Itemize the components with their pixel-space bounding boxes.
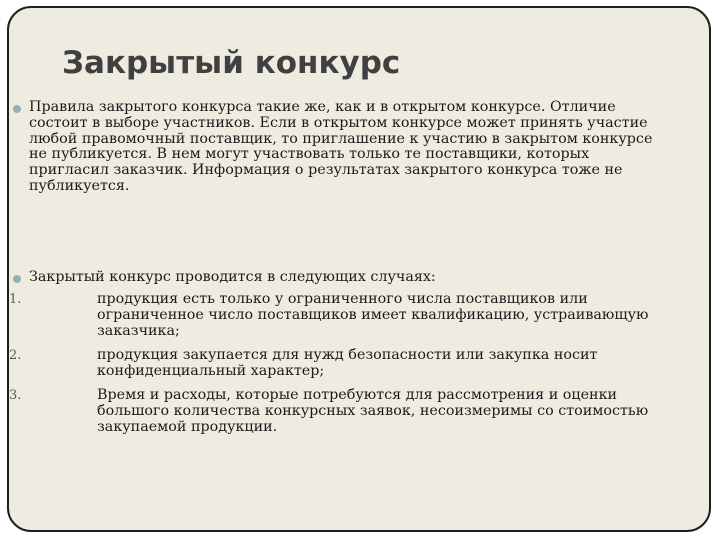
item-text: продукция закупается для нужд безопасности или закупка носит конфиденциальный характер;	[97, 347, 598, 379]
bullet-text: Закрытый конкурс проводится в следующих случаях:	[29, 269, 436, 285]
numbered-item-1	[9, 292, 679, 339]
numbered-item-2	[9, 348, 679, 380]
bullet-item-rules	[13, 100, 673, 195]
numbered-item-3	[9, 388, 679, 435]
item-text: продукция есть только у ограниченного числа поставщиков или ограниченное число поставщиков имеет квалификацию, устраивающую заказчика;	[97, 291, 649, 339]
bullet-dot-icon	[13, 275, 21, 283]
item-text: Время и расходы, которые потребуются для рассмотрения и оценки большого количества конкурсных заявок, несоизмеримы со стоимостью закупаемой продукции.	[97, 387, 649, 435]
bullet-text: Правила закрытого конкурса такие же, как и в открытом конкурсе. Отличие состоит в выборе участников. Если в открытом конкурсе может принять участие любой правомочный поставщик, то приглашение к участию в закрытом конкурсе не публикуется. В нем могут участвовать только те поставщики, которых пригласил заказчик. Информация о результатах закрытого конкурса тоже не публикуется.	[29, 99, 653, 194]
item-number: 3.	[9, 388, 22, 403]
slide-frame	[7, 6, 711, 532]
bullet-dot-icon	[13, 105, 21, 113]
item-number: 2.	[9, 348, 22, 363]
bullet-item-cases	[13, 270, 673, 286]
item-number: 1.	[9, 292, 22, 307]
slide-title: Закрытый конкурс	[62, 45, 401, 81]
